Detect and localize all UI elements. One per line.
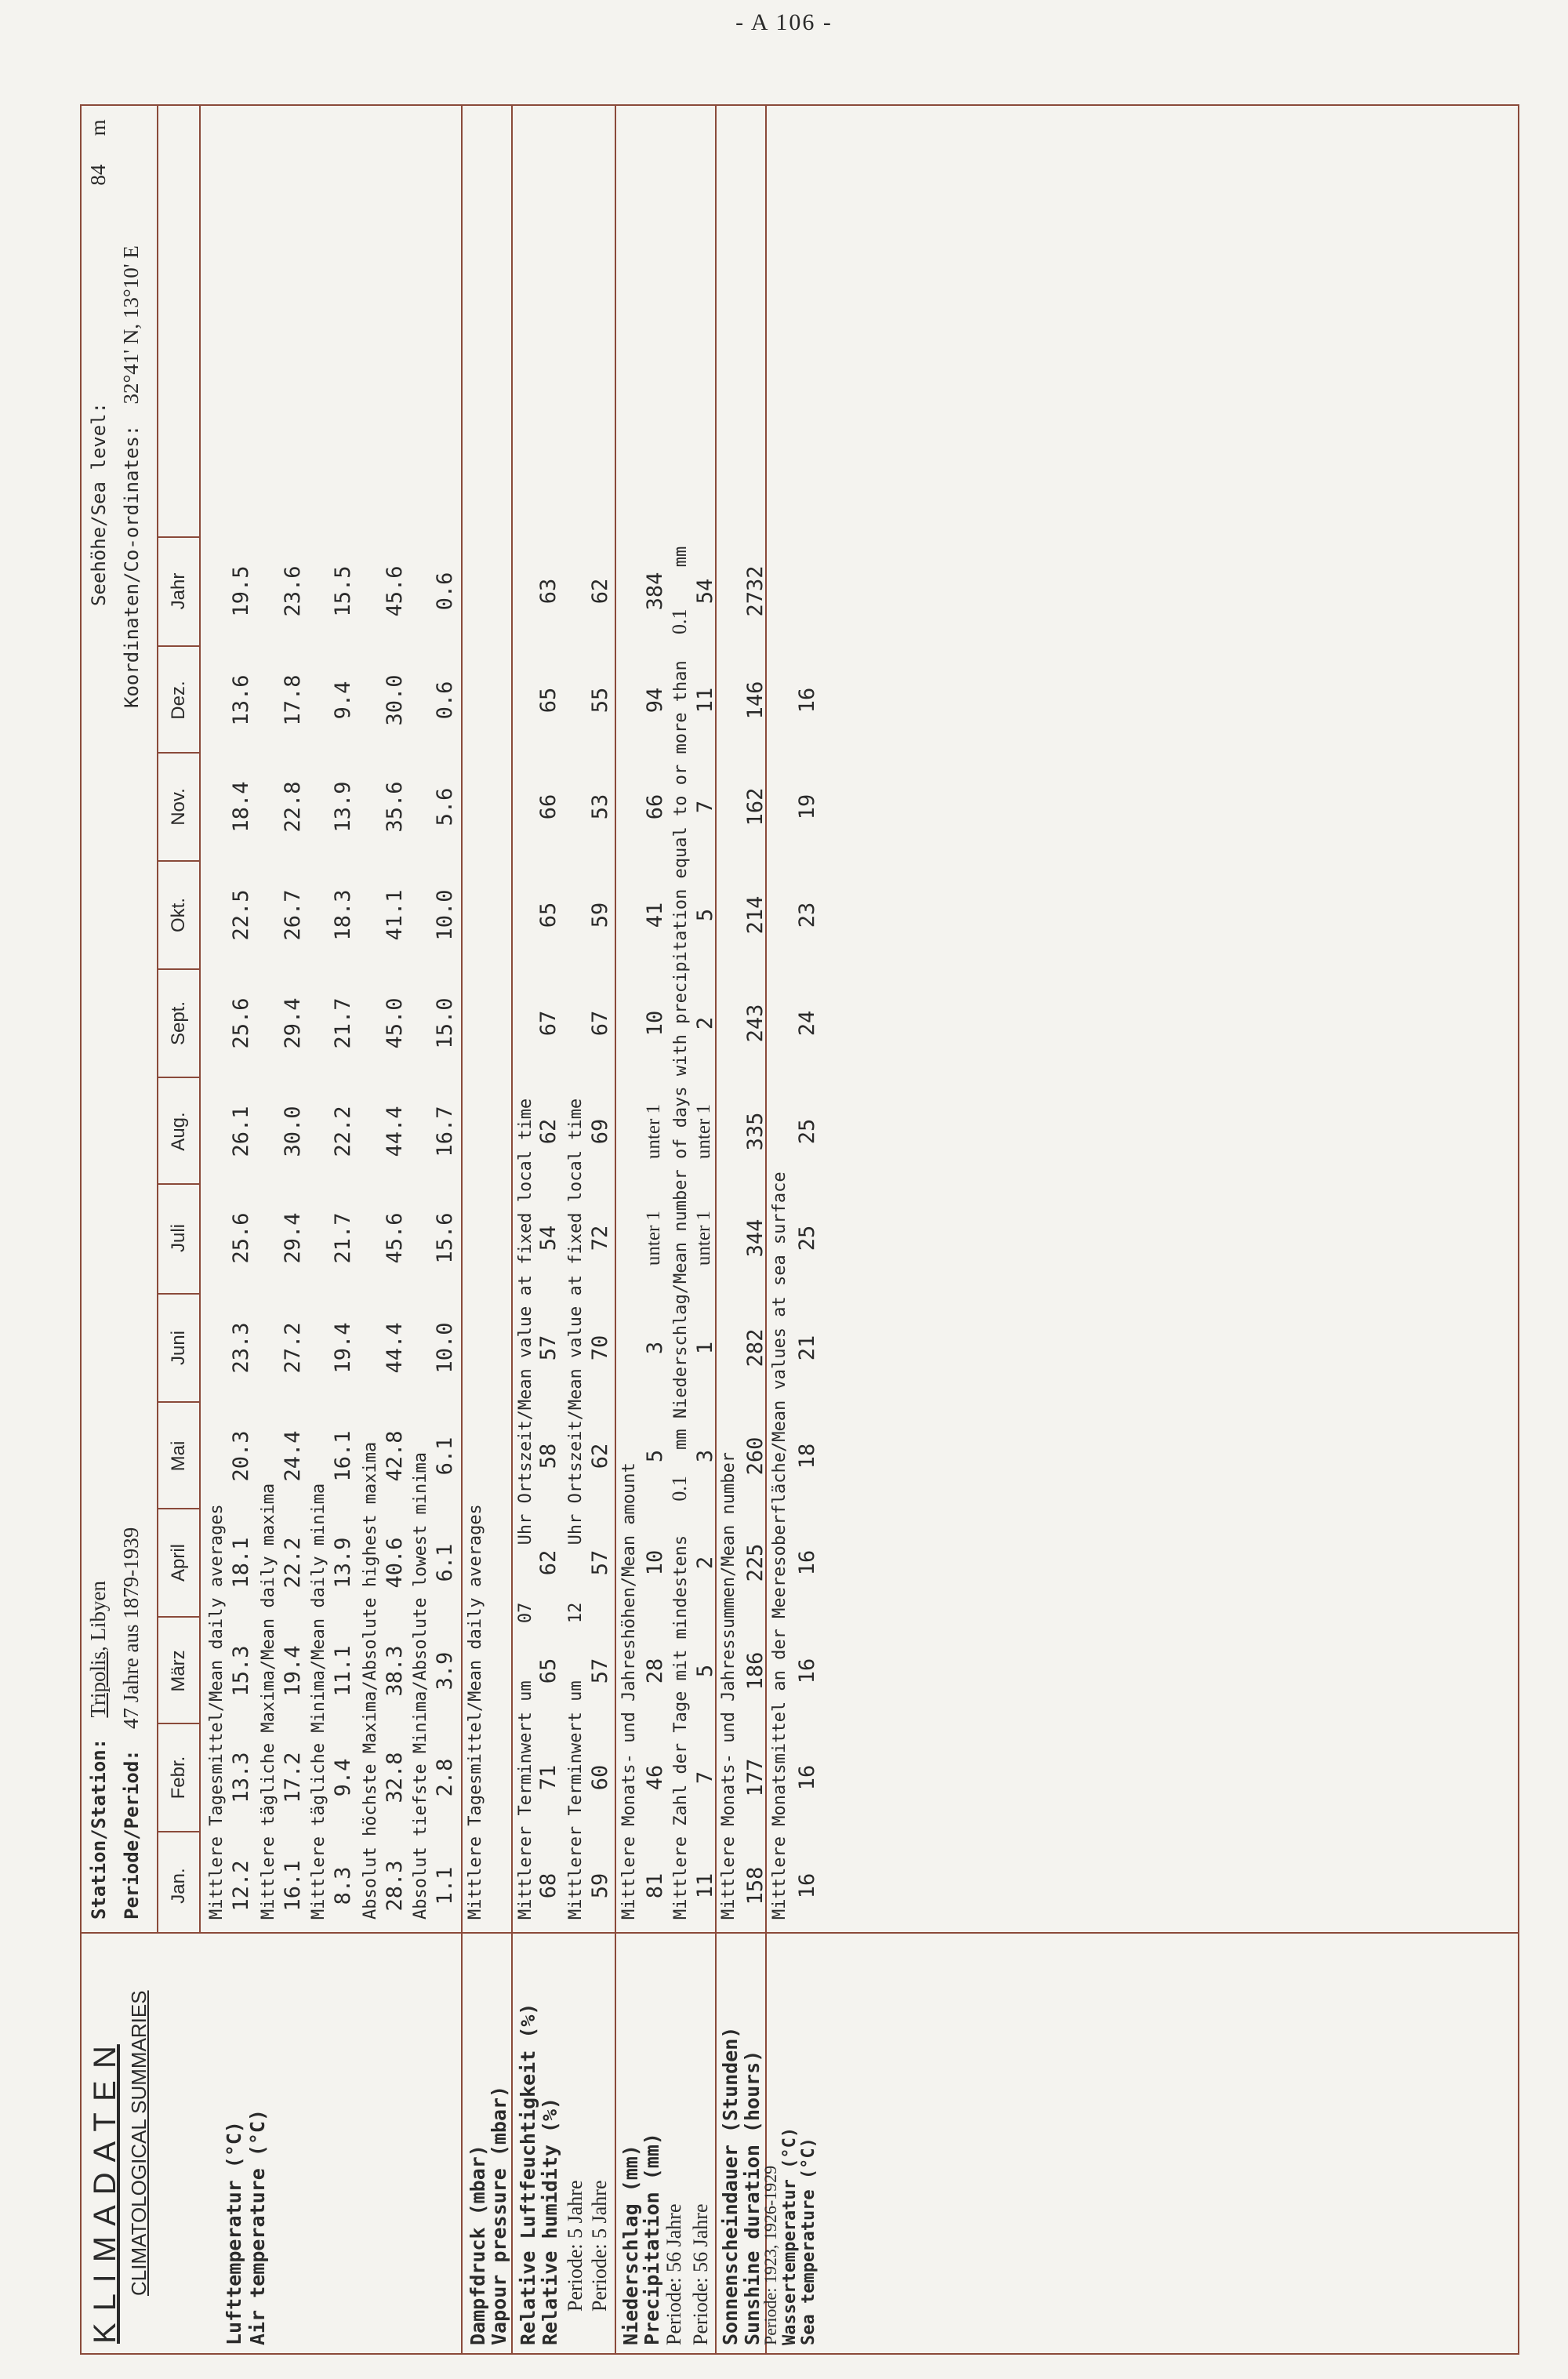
caption-precip-days-unit: mm (671, 546, 691, 568)
cell-temp-absmin-7: 15.6 (433, 1212, 457, 1264)
cell-sea-5: 18 (795, 1443, 819, 1469)
label-precip-period-amount: Periode: 56 Jahre (662, 2203, 685, 2345)
cell-hum-12-3: 57 (588, 1658, 612, 1684)
sea-level-line (86, 119, 111, 606)
cell-sunshine-8: 335 (743, 1112, 768, 1151)
cell-sea-6: 21 (795, 1335, 819, 1361)
cell-temp-absmax-5: 42.8 (383, 1430, 407, 1482)
separator-vapour (461, 104, 463, 2355)
month-header-separator (157, 1183, 201, 1185)
label-sunshine-en: Sunshine duration (hours) (741, 2050, 764, 2345)
month-header-5: Mai (168, 1440, 189, 1472)
label-humidity-period-12: Periode: 5 Jahre (588, 2180, 611, 2312)
cell-temp-absmax-10: 41.1 (383, 889, 407, 941)
caption-humidity-12-c: Uhr Ortszeit/Mean value at fixed local time (566, 1098, 586, 1545)
caption-humidity-12-hour: 12 (566, 1602, 586, 1624)
caption-temp-max: Mittlere tägliche Maxima/Mean daily maxima (259, 1483, 278, 1920)
caption-humidity-12-a: Mittlerer Terminwert um (566, 1680, 586, 1920)
caption-temp-min: Mittlere tägliche Minima/Mean daily minima (309, 1483, 328, 1920)
cell-temp-mean-1: 12.2 (229, 1860, 253, 1912)
cell-temp-absmin-10: 10.0 (433, 889, 457, 941)
cell-hum-07-3: 65 (536, 1658, 561, 1684)
month-header-separator (157, 1077, 201, 1078)
cell-temp-absmax-11: 35.6 (383, 781, 407, 833)
cell-sunshine-7: 344 (743, 1219, 768, 1258)
cell-temp-absmax-12: 30.0 (383, 674, 407, 726)
label-sunshine-de: Sonnenscheindauer (Stunden) (719, 2026, 742, 2345)
cell-hum-12-7: 72 (588, 1225, 612, 1251)
month-header-separator (157, 1831, 201, 1832)
cell-temp-min-9: 21.7 (331, 997, 355, 1049)
month-header-1: Jan. (168, 1868, 189, 1904)
cell-precip-days-3: 5 (693, 1664, 717, 1678)
caption-temp-mean: Mittlere Tagesmittel/Mean daily averages (207, 1504, 227, 1920)
month-header-7: Juli (168, 1224, 189, 1253)
cell-hum-07-10: 65 (536, 902, 561, 928)
cell-temp-max-5: 24.4 (281, 1430, 305, 1482)
month-header-separator (157, 752, 201, 754)
month-header-11: Nov. (168, 788, 189, 826)
label-humidity-de: Relative Luftfeuchtigkeit (%) (517, 2003, 539, 2345)
label-temp-de: Lufttemperatur (°C) (223, 2121, 245, 2345)
cell-temp-absmax-4: 40.6 (383, 1537, 407, 1589)
month-header-separator (157, 968, 201, 970)
cell-precip-amount-1: 81 (643, 1872, 667, 1899)
cell-sunshine-1: 158 (743, 1866, 768, 1905)
station-divider (80, 1934, 82, 2355)
cell-temp-min-2: 9.4 (331, 1758, 355, 1797)
cell-precip-amount-10: 41 (643, 902, 667, 928)
cell-hum-07-13: 63 (536, 578, 561, 605)
label-vapour-en: Vapour pressure (mbar) (488, 2085, 510, 2345)
month-header-8: Aug. (168, 1112, 189, 1151)
cell-precip-days-2: 7 (693, 1771, 717, 1785)
label-humidity-period-07: Periode: 5 Jahre (564, 2180, 586, 2312)
cell-temp-absmax-1: 28.3 (383, 1860, 407, 1912)
caption-temp-absmin: Absolut tiefste Minima/Absolute lowest minima (411, 1451, 430, 1920)
cell-sea-10: 23 (795, 902, 819, 928)
caption-precip-amount: Mittlere Monats- und Jahreshöhen/Mean amount (619, 1462, 639, 1920)
cell-hum-12-12: 55 (588, 687, 612, 714)
cell-sea-7: 25 (795, 1225, 819, 1251)
cell-temp-absmin-4: 6.1 (433, 1543, 457, 1582)
cell-temp-mean-10: 22.5 (229, 889, 253, 941)
cell-hum-07-2: 71 (536, 1764, 561, 1791)
label-precip-de: Niederschlag (mm) (619, 2145, 642, 2345)
page-title: K L I M A D A T E N (88, 2044, 122, 2344)
period-label: Periode/Period: (121, 1749, 143, 1920)
cell-temp-max-10: 26.7 (281, 889, 305, 941)
cell-temp-mean-6: 23.3 (229, 1322, 253, 1374)
cell-hum-07-9: 67 (536, 1010, 561, 1037)
cell-temp-absmax-9: 45.0 (383, 997, 407, 1049)
caption-humidity-07-a: Mittlerer Terminwert um (516, 1680, 535, 1920)
cell-hum-12-8: 69 (588, 1118, 612, 1145)
cell-temp-max-7: 29.4 (281, 1212, 305, 1264)
cell-hum-12-10: 59 (588, 902, 612, 928)
cell-sunshine-4: 225 (743, 1543, 768, 1582)
cell-temp-min-6: 19.4 (331, 1322, 355, 1374)
coords-value: 32°41' N, 13°10' E (119, 245, 143, 405)
cell-hum-12-13: 62 (588, 578, 612, 605)
cell-temp-absmin-3: 3.9 (433, 1651, 457, 1691)
cell-sunshine-6: 282 (743, 1328, 768, 1367)
cell-temp-max-9: 29.4 (281, 997, 305, 1049)
cell-temp-absmin-13: 0.6 (433, 572, 457, 611)
cell-temp-absmax-8: 44.4 (383, 1106, 407, 1157)
page-subtitle: CLIMATOLOGICAL SUMMARIES (127, 1990, 151, 2296)
cell-precip-days-7: unter 1 (693, 1210, 714, 1266)
cell-temp-mean-2: 13.3 (229, 1752, 253, 1803)
cell-sunshine-11: 162 (743, 787, 768, 826)
cell-temp-min-10: 18.3 (331, 889, 355, 941)
cell-precip-days-5: 3 (693, 1449, 717, 1463)
cell-sunshine-12: 146 (743, 681, 768, 720)
month-header-4: April (168, 1544, 189, 1582)
caption-humidity-07 (516, 1099, 535, 1920)
cell-sunshine-9: 243 (743, 1004, 768, 1043)
month-header-separator (157, 1401, 201, 1403)
station-label: Station/Station: (88, 1738, 110, 1920)
cell-precip-amount-3: 28 (643, 1658, 667, 1684)
cell-sea-11: 19 (795, 794, 819, 820)
cell-temp-mean-5: 20.3 (229, 1430, 253, 1482)
cell-temp-absmin-6: 10.0 (433, 1322, 457, 1374)
cell-precip-amount-9: 10 (643, 1010, 667, 1037)
caption-humidity-07-hour: 07 (516, 1602, 535, 1624)
frame-left (80, 2353, 1519, 2355)
cell-precip-days-4: 2 (693, 1556, 717, 1570)
cell-temp-absmin-5: 6.1 (433, 1436, 457, 1476)
cell-temp-min-8: 22.2 (331, 1106, 355, 1157)
cell-hum-07-7: 54 (536, 1225, 561, 1251)
label-precip-en: Precipitation (mm) (641, 2133, 663, 2345)
cell-temp-max-4: 22.2 (281, 1537, 305, 1589)
cell-precip-amount-4: 10 (643, 1549, 667, 1576)
cell-precip-days-12: 11 (693, 687, 717, 714)
month-header-10: Okt. (168, 898, 189, 933)
cell-temp-max-2: 17.2 (281, 1752, 305, 1803)
cell-temp-max-8: 30.0 (281, 1106, 305, 1157)
cell-hum-12-5: 62 (588, 1443, 612, 1469)
cell-hum-07-11: 66 (536, 794, 561, 820)
label-sea-en: Sea temperature (°C) (799, 2137, 818, 2345)
cell-temp-absmax-6: 44.4 (383, 1322, 407, 1374)
cell-precip-amount-5: 5 (643, 1449, 667, 1463)
month-header-2: Febr. (168, 1756, 189, 1800)
cell-temp-min-1: 8.3 (331, 1866, 355, 1905)
period-value: 47 Jahre aus 1879-1939 (119, 1527, 143, 1729)
label-sunshine-period: Periode: 1923, 1926-1929 (760, 2165, 780, 2345)
caption-humidity-07-c: Uhr Ortszeit/Mean value at fixed local time (516, 1098, 535, 1545)
label-vapour-de: Dampfdruck (mbar) (466, 2145, 489, 2345)
cell-sunshine-5: 260 (743, 1436, 768, 1476)
cell-temp-absmin-9: 15.0 (433, 997, 457, 1049)
cell-hum-07-8: 62 (536, 1118, 561, 1145)
cell-temp-mean-3: 15.3 (229, 1645, 253, 1697)
cell-sea-12: 16 (795, 687, 819, 714)
station-line (86, 1581, 111, 1920)
cell-temp-mean-13: 19.5 (229, 565, 253, 617)
sea-level-value: 84 (86, 164, 110, 186)
month-header-3: März (168, 1650, 189, 1692)
cell-precip-days-11: 7 (693, 800, 717, 814)
cell-temp-min-7: 21.7 (331, 1212, 355, 1264)
cell-temp-min-3: 11.1 (331, 1645, 355, 1697)
period-line (119, 1527, 143, 1920)
caption-humidity-12 (566, 1099, 586, 1920)
month-header-6: Juni (168, 1330, 189, 1366)
cell-precip-days-1: 11 (693, 1872, 717, 1899)
cell-temp-min-11: 13.9 (331, 781, 355, 833)
cell-temp-max-11: 22.8 (281, 781, 305, 833)
cell-hum-12-9: 67 (588, 1010, 612, 1037)
sea-level-unit: m (86, 119, 110, 136)
cell-sea-2: 16 (795, 1764, 819, 1791)
cell-temp-absmin-11: 5.6 (433, 787, 457, 826)
cell-temp-mean-12: 13.6 (229, 674, 253, 726)
cell-temp-absmax-7: 45.6 (383, 1212, 407, 1264)
sea-level-label: Seehöhe/Sea level: (88, 401, 110, 606)
label-column-divider (80, 1932, 1519, 1934)
cell-temp-min-5: 16.1 (331, 1430, 355, 1482)
cell-hum-07-6: 57 (536, 1335, 561, 1361)
label-precip-period-days: Periode: 56 Jahre (689, 2203, 712, 2345)
cell-precip-amount-12: 94 (643, 687, 667, 714)
caption-sea: Mittlere Monatsmittel an der Meeresoberfläche/Mean values at sea surface (770, 1171, 789, 1920)
cell-temp-mean-8: 26.1 (229, 1106, 253, 1157)
cell-temp-absmax-2: 32.8 (383, 1752, 407, 1803)
caption-precip-days-threshold-2: 0.1 (668, 608, 691, 635)
cell-temp-mean-4: 18.1 (229, 1537, 253, 1589)
month-header-separator (157, 1508, 201, 1509)
month-header-separator (157, 536, 201, 538)
cell-temp-min-13: 15.5 (331, 565, 355, 617)
station-country: , Libyen (86, 1581, 110, 1651)
label-temp-en: Air temperature (°C) (246, 2108, 269, 2345)
month-header-separator (157, 1293, 201, 1295)
caption-precip-days-a: Mittlere Zahl der Tage mit mindestens (671, 1535, 691, 1920)
cell-temp-max-12: 17.8 (281, 674, 305, 726)
month-header-bottom (199, 104, 201, 1934)
month-header-9: Sept. (168, 1001, 189, 1046)
cell-precip-days-10: 5 (693, 908, 717, 922)
cell-hum-12-11: 53 (588, 794, 612, 820)
cell-hum-12-2: 60 (588, 1764, 612, 1791)
station-place: Tripolis (86, 1651, 110, 1718)
cell-temp-max-13: 23.6 (281, 565, 305, 617)
cell-precip-days-9: 2 (693, 1016, 717, 1030)
cell-temp-min-4: 13.9 (331, 1537, 355, 1589)
cell-temp-mean-9: 25.6 (229, 997, 253, 1049)
caption-vapour: Mittlere Tagesmittel/Mean daily averages (466, 1504, 485, 1920)
cell-temp-absmin-12: 0.6 (433, 681, 457, 720)
frame-bottom (1518, 104, 1519, 2355)
cell-precip-days-6: 1 (693, 1341, 717, 1355)
cell-hum-12-1: 59 (588, 1872, 612, 1899)
cell-temp-mean-7: 25.6 (229, 1212, 253, 1264)
cell-hum-07-4: 62 (536, 1549, 561, 1576)
cell-sea-1: 16 (795, 1872, 819, 1899)
cell-sea-3: 16 (795, 1658, 819, 1684)
cell-hum-07-1: 68 (536, 1872, 561, 1899)
cell-precip-amount-6: 3 (643, 1341, 667, 1355)
cell-hum-12-4: 57 (588, 1549, 612, 1576)
separator-humidity (511, 104, 513, 2355)
cell-precip-days-13: 54 (693, 578, 717, 605)
month-header-12: Dez. (168, 681, 189, 720)
month-header-top (157, 104, 158, 1934)
caption-sunshine: Mittlere Monats- und Jahressummen/Mean number (719, 1451, 739, 1920)
cell-temp-absmin-8: 16.7 (433, 1106, 457, 1157)
month-header-separator (157, 1723, 201, 1724)
month-header-separator (157, 860, 201, 862)
cell-temp-max-1: 16.1 (281, 1860, 305, 1912)
cell-temp-mean-11: 18.4 (229, 781, 253, 833)
cell-temp-absmax-13: 45.6 (383, 565, 407, 617)
cell-hum-12-6: 70 (588, 1335, 612, 1361)
cell-precip-amount-8: unter 1 (643, 1103, 664, 1160)
label-humidity-en: Relative humidity (%) (539, 2097, 561, 2345)
cell-temp-absmin-2: 2.8 (433, 1758, 457, 1797)
page-number: - A 106 - (735, 9, 833, 35)
separator-sunshine (715, 104, 717, 2355)
cell-sunshine-3: 186 (743, 1651, 768, 1691)
caption-precip-days-threshold: 0.1 (668, 1476, 691, 1502)
separator-precip (615, 104, 616, 2355)
label-sea-de: Wassertemperatur (°C) (780, 2127, 800, 2345)
cell-sunshine-13: 2732 (743, 565, 768, 617)
cell-temp-max-3: 19.4 (281, 1645, 305, 1697)
cell-precip-amount-11: 66 (643, 794, 667, 820)
cell-temp-max-6: 27.2 (281, 1322, 305, 1374)
cell-hum-07-12: 65 (536, 687, 561, 714)
caption-temp-absmax: Absolut höchste Maxima/Absolute highest maxima (361, 1441, 380, 1920)
cell-sea-8: 25 (795, 1118, 819, 1145)
coords-line (119, 245, 143, 708)
cell-temp-absmin-1: 1.1 (433, 1866, 457, 1905)
cell-precip-amount-13: 384 (643, 572, 667, 611)
month-header-separator (157, 645, 201, 647)
cell-precip-amount-7: unter 1 (643, 1210, 664, 1266)
caption-precip-days-c: mm Niederschlag/Mean number of days with precipitation equal to or more than (671, 660, 691, 1450)
cell-sunshine-2: 177 (743, 1758, 768, 1797)
cell-sea-9: 24 (795, 1010, 819, 1037)
month-header-13: Jahr (168, 572, 189, 610)
cell-temp-absmax-3: 38.3 (383, 1645, 407, 1697)
month-header-separator (157, 1616, 201, 1618)
cell-temp-min-12: 9.4 (331, 681, 355, 720)
cell-precip-days-8: unter 1 (693, 1103, 714, 1160)
cell-precip-amount-2: 46 (643, 1764, 667, 1791)
frame-right (80, 104, 1519, 106)
cell-hum-07-5: 58 (536, 1443, 561, 1469)
coords-label: Koordinaten/Co-ordinates: (121, 424, 143, 708)
cell-sea-4: 16 (795, 1549, 819, 1576)
cell-sunshine-10: 214 (743, 895, 768, 935)
climate-table (80, 104, 1521, 2355)
caption-precip-days (668, 547, 691, 1920)
